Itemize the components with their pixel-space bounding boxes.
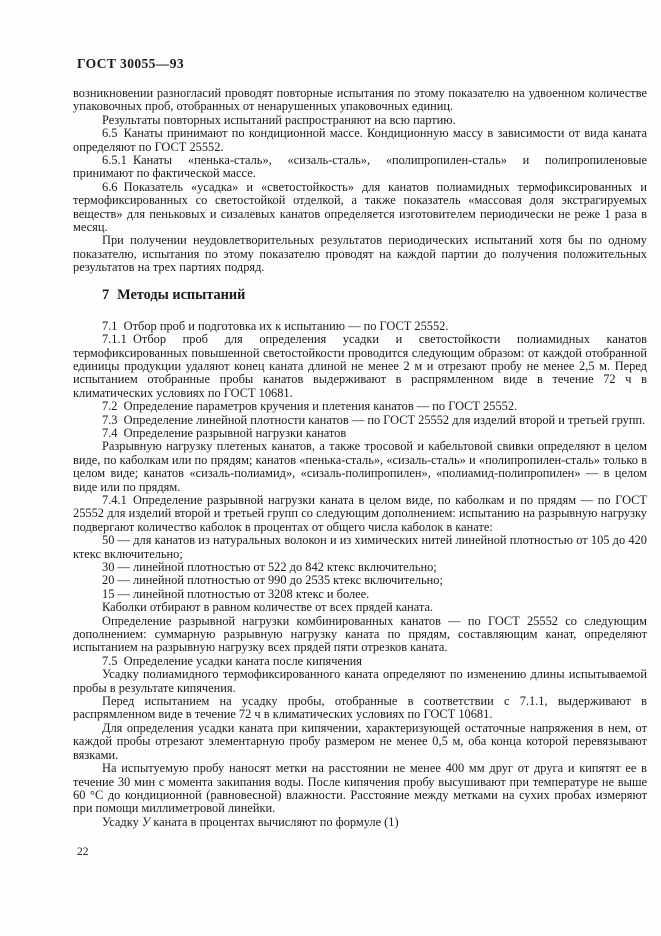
running-header: ГОСТ 30055—93 [77,56,184,71]
paragraph: Каболки отбирают в равном количестве от всех прядей каната. [102,600,434,615]
paragraph: 7.1 Отбор проб и подготовка их к испытанию — по ГОСТ 25552. [102,318,449,333]
paragraph: 6.6 Показатель «усадка» и «светостойкость» для канатов полиамидных термофиксированных и термофиксированных со светостойкой отделкой, а также показатель «массовая доля экстрагируемых веществ» для пеньковых и сизалевых канатов определяется изготовителем периодически не реже 1 раза в месяц. [73,179,647,235]
paragraph: 6.5.1 Канаты «пенька-сталь», «сизаль-сталь», «полипропилен-сталь» и полипропиленовые принимают по фактической массе. [73,153,647,181]
page-number: 22 [77,846,89,858]
paragraph: 7.5 Определение усадки каната после кипячения [102,653,362,668]
paragraph: Для определения усадки каната при кипячении, характеризующей остаточные напряжения в нем, от каждой пробы отрезают элементарную пробу размером не менее 0,5 м, оба конца которой перевязывают вязками. [73,720,647,762]
paragraph: 7.1.1 Отбор проб для определения усадки и светостойкости полиамидных канатов термофиксированных повышенной светостойкости проводится следующим образом: от каждой отобранной единицы продукции удаляют конец каната длиной не менее 2 м и отрезают пробу не менее 2,5 м. Перед испытанием отобранные пробы канатов выдерживают в распрямленном виде в течение 72 ч в климатических условиях по ГОСТ 10681. [73,332,647,400]
formula-intro-pre: Усадку [102,814,142,829]
section-heading-number: 7 [102,286,110,303]
paragraph: Усадку полиамидного термофиксированного каната определяют по изменению длины испытываемой пробы в результате кипячения. [73,667,647,695]
list-item-paragraph: 20 — линейной плотностью от 990 до 2535 ктекс включительно; [102,573,443,588]
paragraph: Перед испытанием на усадку пробы, отобранные в соответствии с 7.1.1, выдерживают в распрямленном виде в течение 72 ч в климатических условиях по ГОСТ 10681. [73,694,647,722]
section-heading [73,286,647,304]
paragraph: 7.2 Определение параметров кручения и плетения канатов — по ГОСТ 25552. [102,399,518,414]
paragraph: На испытуемую пробу наносят метки на расстоянии не менее 400 мм друг от друга и кипятят ее в течение 30 мин с момента закипания воды. После кипячения пробу высушивают при температуре не выше 60 °С до кондиционной (равновесной) влажности. Расстояние между метками на сухих пробах измеряют при помощи миллиметровой линейки. [73,761,647,816]
formula-intro-paragraph [73,816,647,829]
paragraph: возникновении разногласий проводят повторные испытания по этому показателю на удвоенном количестве упаковочных проб, отобранных от ненарушенных упаковочных единиц. [73,86,647,114]
list-item-paragraph: 15 — линейной плотностью от 3208 ктекс и более. [102,586,370,601]
formula-intro-post: каната в процентах вычисляют по формуле (1) [150,814,399,829]
paragraph: 7.4 Определение разрывной нагрузки канатов [102,425,347,440]
paragraph: При получении неудовлетворительных результатов периодических испытаний хотя бы по одному показателю, испытания по этому показателю проводят на каждой партии до получения положительных результатов на трех партиях подряд. [73,233,647,275]
document-body [73,87,647,829]
formula-variable: У [141,814,151,829]
paragraph: 7.3 Определение линейной плотности канатов — по ГОСТ 25552 для изделий второй и третьей групп. [102,412,646,427]
paragraph: Результаты повторных испытаний распространяют на всю партию. [102,112,456,127]
section-heading-title: Методы испытаний [117,286,246,303]
list-item-paragraph: 30 — линейной плотностью от 522 до 842 ктекс включительно; [102,560,437,574]
paragraph: 6.5 Канаты принимают по кондиционной массе. Кондиционную массу в зависимости от вида каната определяют по ГОСТ 25552. [73,126,647,154]
paragraph: Определение разрывной нагрузки комбинированных канатов — по ГОСТ 25552 со следующим дополнением: суммарную разрывную нагрузку каната по прядям, составляющим канат, определяют испытанием на разрывную нагрузку всех прядей пяти отрезков каната. [73,613,647,655]
paragraph: 7.4.1 Определение разрывной нагрузки каната в целом виде, по каболкам и по прядям — по ГОСТ 25552 для изделий второй и третьей групп со следующим дополнением: испытанию на разрывную нагрузку подвергают количество каболок в процентах от общего числа каболок в канате: [73,492,647,534]
paragraph: Разрывную нагрузку плетеных канатов, а также тросовой и кабельтовой свивки определяют в целом виде, по каболкам или по прядям; канатов «пенька-сталь», «сизаль-сталь» и «полипропилен-сталь» только в целом виде; канатов «сизаль-полиамид», «сизаль-полипропилен», «полиамид-полипропилен» — в целом виде или по прядям. [73,439,647,494]
list-item-paragraph: 50 — для канатов из натуральных волокон и из химических нитей линейной плотностью от 105 до 420 ктекс включительно; [73,533,647,561]
